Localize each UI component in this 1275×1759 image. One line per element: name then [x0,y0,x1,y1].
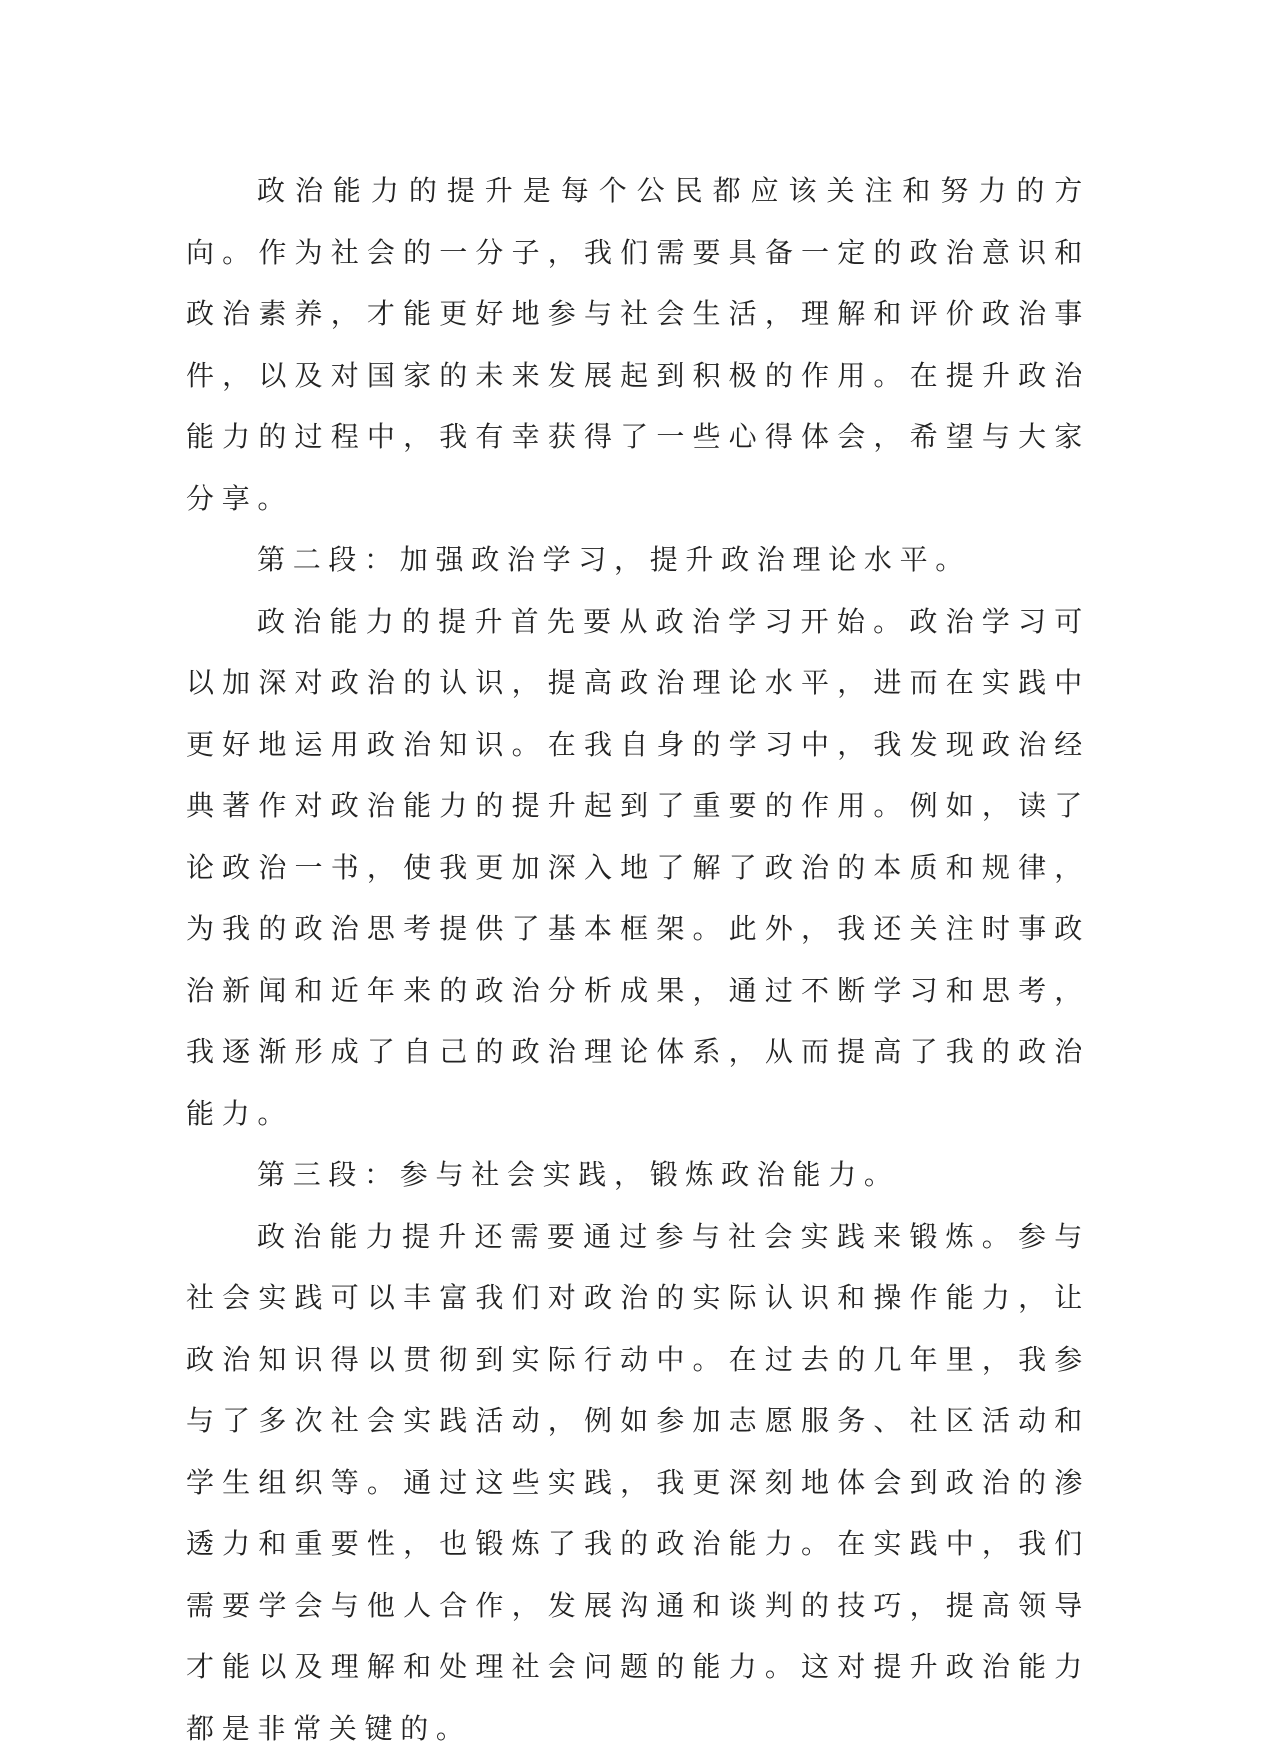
section-two-heading: 第二段：加强政治学习，提升政治理论水平。 [186,529,1090,591]
intro-paragraph: 政治能力的提升是每个公民都应该关注和努力的方向。作为社会的一分子，我们需要具备一定的政治意识和政治素养，才能更好地参与社会生活，理解和评价政治事件，以及对国家的未来发展起到积极的作用。在提升政治能力的过程中，我有幸获得了一些心得体会，希望与大家分享。 [186,160,1090,529]
document-body [186,160,1090,1759]
section-three-paragraph: 政治能力提升还需要通过参与社会实践来锻炼。参与社会实践可以丰富我们对政治的实际认识和操作能力，让政治知识得以贯彻到实际行动中。在过去的几年里，我参与了多次社会实践活动，例如参加志愿服务、社区活动和学生组织等。通过这些实践，我更深刻地体会到政治的渗透力和重要性，也锻炼了我的政治能力。在实践中，我们需要学会与他人合作，发展沟通和谈判的技巧，提高领导才能以及理解和处理社会问题的能力。这对提升政治能力都是非常关键的。 [186,1206,1090,1759]
section-three-heading: 第三段：参与社会实践，锻炼政治能力。 [186,1144,1090,1206]
section-two-paragraph: 政治能力的提升首先要从政治学习开始。政治学习可以加深对政治的认识，提高政治理论水平，进而在实践中更好地运用政治知识。在我自身的学习中，我发现政治经典著作对政治能力的提升起到了重要的作用。例如，读了论政治一书，使我更加深入地了解了政治的本质和规律，为我的政治思考提供了基本框架。此外，我还关注时事政治新闻和近年来的政治分析成果，通过不断学习和思考，我逐渐形成了自己的政治理论体系，从而提高了我的政治能力。 [186,591,1090,1145]
